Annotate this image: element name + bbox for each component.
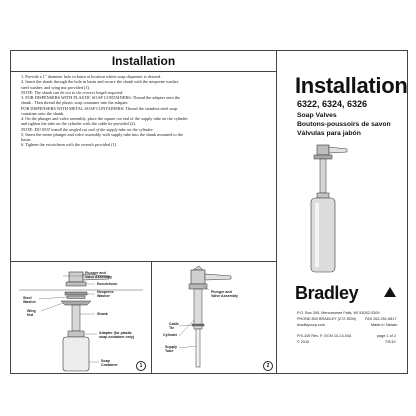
label-line: Neoprene [97,290,114,294]
step-line: 2. Insert the shank through the hole in basin and secure the shank with the neoprene washer, [21,79,180,85]
label-line: Soap [101,359,110,363]
model-numbers: 6322, 6324, 6326 [297,99,368,109]
subtitle-french: Boutons-poussoirs de savon [297,121,391,128]
step-line: 3. FOR DISPENSERS WITH PLASTIC SOAP CONTAINERS: Thread the adapter onto the [21,95,181,100]
address: P.O. Box 309, Menomonee Falls, WI 53052-0309 [297,311,380,315]
label-line: Tie [169,326,175,331]
label-line: Cable [169,322,179,326]
step-line: container onto the shank. [21,110,65,116]
soap-dispenser-illustration [277,139,407,289]
step-line: 5. Insert the entire plunger and valve assembly with supply tube into the shank mounted to the [21,131,183,137]
label-line: Plunger and [85,271,106,275]
step-line: steel washer, and wing nut provided (1). [21,84,91,90]
label-shank: Shank [97,312,108,316]
brand-logo-icon [384,287,396,297]
label-neoprene-washer [97,290,114,298]
figure-1-number: 1 [136,361,146,371]
subtitle-english: Soap Valves [297,112,337,119]
instructions-heading: Installation [11,51,276,72]
step-line: 6. Tighten the escutcheon with the wrench provided (1). [21,142,118,148]
step-line: and tighten the tube on the cylinder with the cable tie provided (2). [21,121,136,127]
label-steel-washer [23,296,36,304]
label-line: Supply [165,345,177,349]
step-line: FOR DISPENSERS WITH METAL SOAP CONTAINERS: Thread the stainless steel soap [21,105,178,111]
figure-2-number: 2 [263,361,273,371]
brand-logo-text: Bradley [295,283,359,303]
label-line: Washer [97,294,110,299]
website: bradleycorp.com [297,323,326,327]
label-supply-tube [165,345,177,353]
label-line: Container [101,363,118,368]
fax: FAX 262.251.5817 [365,317,397,321]
country-of-origin: Made in Taiwan [371,323,398,327]
label-line: Wing [27,309,36,313]
label-line: Valve Assembly [211,294,239,299]
label-adapter [99,331,134,339]
figures-row [11,261,276,374]
figure-1-drawing [11,262,151,374]
label-line: Steel [23,296,32,300]
step-line: shank . Then thread the plastic soap container into the adapter. [21,100,129,106]
label-plunger [211,290,238,298]
label-line: Adapter (for plastic [99,331,132,335]
instruction-steps [21,74,271,148]
step-line: basin. [21,137,32,142]
revision-date: 7/9/10 [385,340,396,344]
label-line: Plunger and [211,290,232,294]
page-number: page 1 of 2 [377,334,397,338]
label-plunger [85,271,112,279]
subtitle-spanish: Válvulas para jabón [297,130,361,137]
label-line: Nut [27,313,33,318]
copyright: © 2010 [297,340,310,344]
label-line: Washer [23,300,36,305]
label-cylinder: Cylinder [163,333,178,337]
step-line: 1. Provide a 1" diameter hole in basin at location where soap dispenser is desired. [21,74,162,79]
cover-title: Installation [295,73,408,98]
step-line: 4. On the plunger and valve assembly, place the square cut end of the supply tube on the cylinder [21,116,188,121]
figure-2 [151,262,276,374]
label-line: soap container only) [99,335,135,340]
label-wing-nut [27,309,36,317]
step-note: NOTE: DO NOT install the angled cut end of the supply tube on the cylinder. [21,126,154,132]
cover-panel [277,51,407,373]
instruction-sheet [10,50,408,374]
figure-1 [11,262,152,374]
phone: PHONE 800 BRADLEY (272.3539) [297,317,357,321]
step-note: NOTE: The shank can be cut to the correct length required. [21,89,124,95]
figure-2-drawing [151,262,276,374]
document-number: P/0-105 Rev. F; ECM 10-13-044 [297,334,352,338]
label-line: Valve Assembly [85,275,113,280]
label-cable-tie [169,322,179,330]
label-soap-container [101,359,118,367]
instructions-panel [11,51,277,373]
label-escutcheon: Escutcheon [97,282,118,286]
label-line: Tube [165,349,174,354]
